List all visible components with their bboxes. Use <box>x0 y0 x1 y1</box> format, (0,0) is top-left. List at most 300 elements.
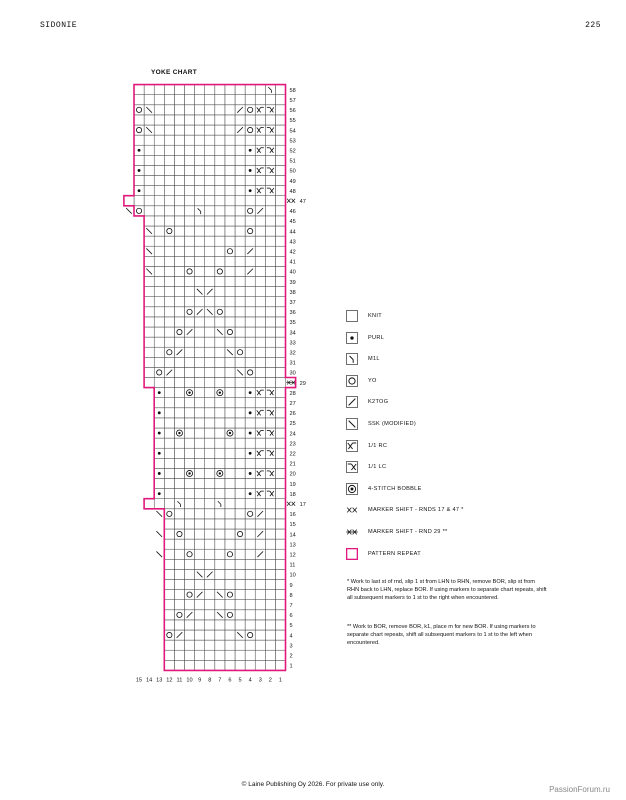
shift-symbol <box>287 502 295 506</box>
chart-cell <box>235 529 245 539</box>
repeat-symbol <box>347 548 358 559</box>
chart-cell <box>245 479 255 489</box>
chart-cell <box>275 287 285 297</box>
chart-cell <box>255 266 265 276</box>
chart-cell <box>185 448 195 458</box>
column-number: 7 <box>218 677 222 684</box>
chart-cell <box>225 499 235 509</box>
chart-cell <box>245 236 255 246</box>
chart-cell <box>265 640 275 650</box>
chart-cell <box>205 297 215 307</box>
chart-cell <box>265 95 275 105</box>
chart-cell <box>255 448 265 458</box>
chart-cell <box>265 226 275 236</box>
row-number: 40 <box>289 269 296 276</box>
chart-cell <box>185 549 195 559</box>
row-number: 51 <box>289 158 296 165</box>
chart-cell <box>185 509 195 519</box>
row-number: 15 <box>289 522 296 529</box>
chart-cell <box>154 115 164 125</box>
legend-item-shift <box>346 502 464 518</box>
chart-cell <box>265 650 275 660</box>
chart-cell <box>255 347 265 357</box>
chart-cell <box>225 125 235 135</box>
chart-cell <box>195 630 205 640</box>
chart-cell <box>215 519 225 529</box>
purl-symbol <box>249 169 252 172</box>
chart-cell <box>275 327 285 337</box>
row-number: 13 <box>289 542 296 549</box>
row-number: 10 <box>289 572 296 579</box>
chart-cell <box>185 307 195 317</box>
purl-symbol <box>249 411 252 414</box>
row-number: 47 <box>299 198 306 205</box>
chart-cell <box>275 600 285 610</box>
chart-cell <box>265 317 275 327</box>
row-number: 55 <box>289 118 296 125</box>
row-number: 11 <box>289 562 296 569</box>
chart-cell <box>265 388 275 398</box>
chart-cell <box>225 186 235 196</box>
chart-cell <box>144 378 154 388</box>
chart-cell <box>144 307 154 317</box>
chart-cell <box>215 367 225 377</box>
chart-cell <box>205 458 215 468</box>
chart-cell <box>124 196 134 206</box>
chart-cell <box>275 307 285 317</box>
chart-cell <box>255 499 265 509</box>
chart-cell <box>235 398 245 408</box>
chart-cell <box>245 640 255 650</box>
page-header-title: SIDONIE <box>40 21 78 30</box>
chart-cell <box>235 448 245 458</box>
purl-symbol <box>138 149 141 152</box>
purl-symbol <box>158 452 161 455</box>
chart-cell <box>174 458 184 468</box>
chart-cell <box>205 388 215 398</box>
lc-icon <box>346 461 358 473</box>
chart-cell <box>265 610 275 620</box>
column-number: 10 <box>186 677 193 684</box>
chart-cell <box>215 600 225 610</box>
chart-cell <box>144 367 154 377</box>
chart-cell <box>205 539 215 549</box>
purl-symbol <box>249 452 252 455</box>
row-number: 26 <box>289 411 296 418</box>
legend-label: KNIT <box>368 313 382 319</box>
row-number: 36 <box>289 310 296 317</box>
chart-cell <box>245 549 255 559</box>
chart-cell <box>205 266 215 276</box>
chart-cell <box>154 499 164 509</box>
chart-cell <box>235 95 245 105</box>
chart-cell <box>154 337 164 347</box>
chart-cell <box>164 337 174 347</box>
chart-cell <box>154 186 164 196</box>
chart-cell <box>164 590 174 600</box>
chart-cell <box>185 479 195 489</box>
legend-label: 1/1 RC <box>368 442 388 449</box>
legend-label: MARKER SHIFT - RND 29 ** <box>368 529 448 535</box>
chart-cell <box>154 479 164 489</box>
chart-cell <box>185 398 195 408</box>
chart-cell <box>245 590 255 600</box>
row-number: 48 <box>289 188 296 195</box>
chart-cell <box>255 165 265 175</box>
chart-cell <box>255 226 265 236</box>
chart-cell <box>195 165 205 175</box>
chart-cell <box>134 176 144 186</box>
chart-cell <box>174 287 184 297</box>
chart-cell <box>164 559 174 569</box>
chart-cell <box>215 428 225 438</box>
chart-cell <box>235 479 245 489</box>
chart-cell <box>164 317 174 327</box>
chart-cell <box>235 539 245 549</box>
chart-cell <box>185 438 195 448</box>
chart-cell <box>154 246 164 256</box>
chart-cell <box>215 186 225 196</box>
row-number: 20 <box>289 471 296 478</box>
chart-cell <box>185 458 195 468</box>
chart-cell <box>174 176 184 186</box>
chart-cell <box>255 135 265 145</box>
chart-cell <box>174 519 184 529</box>
chart-cell <box>134 125 144 135</box>
chart-cell <box>185 357 195 367</box>
chart-cell <box>185 519 195 529</box>
chart-cell <box>205 489 215 499</box>
chart-cell <box>144 297 154 307</box>
chart-cell <box>245 347 255 357</box>
chart-cell <box>185 418 195 428</box>
row-number: 37 <box>289 299 296 306</box>
chart-cell <box>205 398 215 408</box>
chart-cell <box>275 378 285 388</box>
chart-cell <box>164 408 174 418</box>
chart-cell <box>215 337 225 347</box>
chart-cell <box>255 569 265 579</box>
chart-cell <box>154 277 164 287</box>
chart-cell <box>255 125 265 135</box>
chart-cell <box>195 125 205 135</box>
chart-cell <box>215 307 225 317</box>
legend-label: 4-STITCH BOBBLE <box>368 485 422 492</box>
chart-cell <box>225 246 235 256</box>
chart-cell <box>275 115 285 125</box>
chart-cell <box>245 509 255 519</box>
chart-cell <box>164 519 174 529</box>
chart-cell <box>245 367 255 377</box>
chart-cell <box>154 327 164 337</box>
chart-cell <box>225 115 235 125</box>
chart-cell <box>195 176 205 186</box>
chart-cell <box>255 458 265 468</box>
chart-cell <box>245 216 255 226</box>
chart-cell <box>255 337 265 347</box>
chart-cell <box>275 468 285 478</box>
chart-cell <box>275 337 285 347</box>
column-number: 8 <box>208 677 212 684</box>
row-number: 18 <box>289 491 296 498</box>
row-number: 45 <box>289 219 296 226</box>
chart-cell <box>164 357 174 367</box>
row-number: 12 <box>289 552 296 559</box>
chart-cell <box>185 378 195 388</box>
chart-cell <box>174 569 184 579</box>
copyright-footer: © Laine Publishing Oy 2026. For private use only. <box>241 781 385 788</box>
column-number: 11 <box>176 677 183 684</box>
chart-cell <box>134 135 144 145</box>
chart-cell <box>245 458 255 468</box>
chart-cell <box>174 549 184 559</box>
chart-cell <box>174 337 184 347</box>
chart-cell <box>185 620 195 630</box>
chart-cell <box>215 297 225 307</box>
chart-cell <box>174 196 184 206</box>
chart-cell <box>174 256 184 266</box>
chart-cell <box>144 145 154 155</box>
row-number: 33 <box>289 340 296 347</box>
chart-cell <box>164 378 174 388</box>
chart-cell <box>164 660 174 670</box>
chart-cell <box>225 95 235 105</box>
chart-cell <box>235 226 245 236</box>
chart-cell <box>195 297 205 307</box>
chart-cell <box>134 206 144 216</box>
chart-cell <box>265 287 275 297</box>
chart-cell <box>195 378 205 388</box>
chart-title: YOKE CHART <box>151 69 197 76</box>
chart-cell <box>235 468 245 478</box>
chart-cell <box>255 236 265 246</box>
chart-cell <box>235 549 245 559</box>
chart-cell <box>154 418 164 428</box>
chart-cell <box>144 176 154 186</box>
chart-cell <box>265 297 275 307</box>
chart-cell <box>275 499 285 509</box>
chart-cell <box>205 660 215 670</box>
chart-cell <box>154 145 164 155</box>
chart-cell <box>144 287 154 297</box>
chart-cell <box>225 357 235 367</box>
chart-cell <box>185 347 195 357</box>
chart-cell <box>265 357 275 367</box>
chart-cell <box>275 266 285 276</box>
chart-cell <box>265 236 275 246</box>
chart-cell <box>255 539 265 549</box>
chart-cell <box>265 277 275 287</box>
chart-cell <box>154 357 164 367</box>
row-number: 50 <box>289 168 296 175</box>
chart-cell <box>185 277 195 287</box>
chart-cell <box>174 85 184 95</box>
chart-cell <box>215 549 225 559</box>
chart-cell <box>205 145 215 155</box>
chart-cell <box>245 539 255 549</box>
chart-cell <box>164 206 174 216</box>
row-number: 21 <box>289 461 296 468</box>
chart-cell <box>225 165 235 175</box>
chart-cell <box>235 246 245 256</box>
chart-cell <box>235 650 245 660</box>
chart-cell <box>215 630 225 640</box>
chart-cell <box>235 165 245 175</box>
chart-cell <box>235 610 245 620</box>
chart-cell <box>205 378 215 388</box>
chart-cell <box>215 458 225 468</box>
legend-label: PATTERN REPEAT <box>368 550 421 557</box>
shift29-symbol <box>346 530 358 535</box>
purl-symbol <box>138 169 141 172</box>
chart-cell <box>164 105 174 115</box>
chart-cell <box>255 610 265 620</box>
chart-cell <box>235 378 245 388</box>
row-number: 43 <box>289 239 296 246</box>
chart-cell <box>275 418 285 428</box>
chart-cell <box>215 479 225 489</box>
chart-cell <box>174 468 184 478</box>
chart-cell <box>164 85 174 95</box>
chart-cell <box>185 529 195 539</box>
chart-cell <box>205 519 215 529</box>
chart-cell <box>225 297 235 307</box>
chart-cell <box>185 489 195 499</box>
chart-cell <box>185 660 195 670</box>
chart-cell <box>164 388 174 398</box>
chart-cell <box>144 236 154 246</box>
chart-cell <box>215 135 225 145</box>
chart-cell <box>275 125 285 135</box>
chart-cell <box>275 448 285 458</box>
chart-cell <box>265 176 275 186</box>
chart-cell <box>235 499 245 509</box>
chart-cell <box>185 337 195 347</box>
chart-cell <box>215 277 225 287</box>
chart-cell <box>195 519 205 529</box>
chart-cell <box>225 559 235 569</box>
chart-cell <box>154 378 164 388</box>
purl-symbol <box>249 472 252 475</box>
chart-cell <box>144 327 154 337</box>
chart-cell <box>164 509 174 519</box>
shift29-icon <box>346 526 358 538</box>
chart-cell <box>164 236 174 246</box>
chart-cell <box>174 580 184 590</box>
chart-cell <box>265 600 275 610</box>
chart-cell <box>154 95 164 105</box>
chart-cell <box>245 125 255 135</box>
chart-cell <box>235 569 245 579</box>
row-number: 22 <box>289 451 296 458</box>
chart-cell <box>174 509 184 519</box>
column-number: 12 <box>166 677 173 684</box>
chart-cell <box>215 569 225 579</box>
row-number: 44 <box>289 229 296 236</box>
chart-cell <box>164 297 174 307</box>
chart-cell <box>245 580 255 590</box>
chart-cell <box>195 529 205 539</box>
column-number: 2 <box>268 677 272 684</box>
chart-cell <box>205 630 215 640</box>
chart-cell <box>255 630 265 640</box>
row-number: 42 <box>289 249 296 256</box>
k2tog-icon <box>346 396 358 408</box>
chart-cell <box>164 135 174 145</box>
chart-cell <box>215 580 225 590</box>
chart-cell <box>275 388 285 398</box>
chart-cell <box>265 549 275 559</box>
chart-cell <box>174 529 184 539</box>
chart-cell <box>195 468 205 478</box>
chart-cell <box>265 347 275 357</box>
chart-cell <box>265 206 275 216</box>
chart-cell <box>235 135 245 145</box>
chart-cell <box>154 438 164 448</box>
chart-cell <box>275 155 285 165</box>
chart-cell <box>255 650 265 660</box>
chart-cell <box>164 216 174 226</box>
chart-cell <box>245 630 255 640</box>
chart-cell <box>235 660 245 670</box>
chart-cell <box>225 650 235 660</box>
chart-cell <box>245 499 255 509</box>
chart-cell <box>205 196 215 206</box>
chart-cell <box>225 539 235 549</box>
m1l-icon <box>346 353 358 365</box>
row-number: 34 <box>289 330 296 337</box>
legend-item-k2tog <box>346 394 388 410</box>
chart-cell <box>195 428 205 438</box>
legend-item-ssk <box>346 416 416 432</box>
row-number: 30 <box>289 370 296 377</box>
chart-cell <box>205 357 215 367</box>
chart-cell <box>275 519 285 529</box>
shift-symbol <box>287 199 295 203</box>
chart-cell <box>154 317 164 327</box>
chart-cell <box>225 307 235 317</box>
chart-cell <box>245 115 255 125</box>
chart-cell <box>174 327 184 337</box>
row-number: 38 <box>289 289 296 296</box>
chart-cell <box>215 256 225 266</box>
chart-cell <box>174 277 184 287</box>
chart-cell <box>164 479 174 489</box>
chart-cell <box>235 489 245 499</box>
chart-cell <box>235 347 245 357</box>
chart-cell <box>144 165 154 175</box>
chart-cell <box>174 559 184 569</box>
row-number: 7 <box>289 602 293 609</box>
legend-label: 1/1 LC <box>368 464 387 471</box>
chart-cell <box>154 135 164 145</box>
chart-cell <box>275 630 285 640</box>
chart-cell <box>235 277 245 287</box>
chart-cell <box>225 509 235 519</box>
chart-cell <box>164 196 174 206</box>
chart-cell <box>235 590 245 600</box>
chart-cell <box>195 256 205 266</box>
legend-item-bobble <box>346 481 422 497</box>
chart-cell <box>195 226 205 236</box>
chart-cell <box>195 337 205 347</box>
chart-cell <box>235 196 245 206</box>
chart-cell <box>185 135 195 145</box>
chart-cell <box>174 398 184 408</box>
column-number: 1 <box>278 677 283 684</box>
chart-cell <box>265 155 275 165</box>
chart-cell <box>174 145 184 155</box>
